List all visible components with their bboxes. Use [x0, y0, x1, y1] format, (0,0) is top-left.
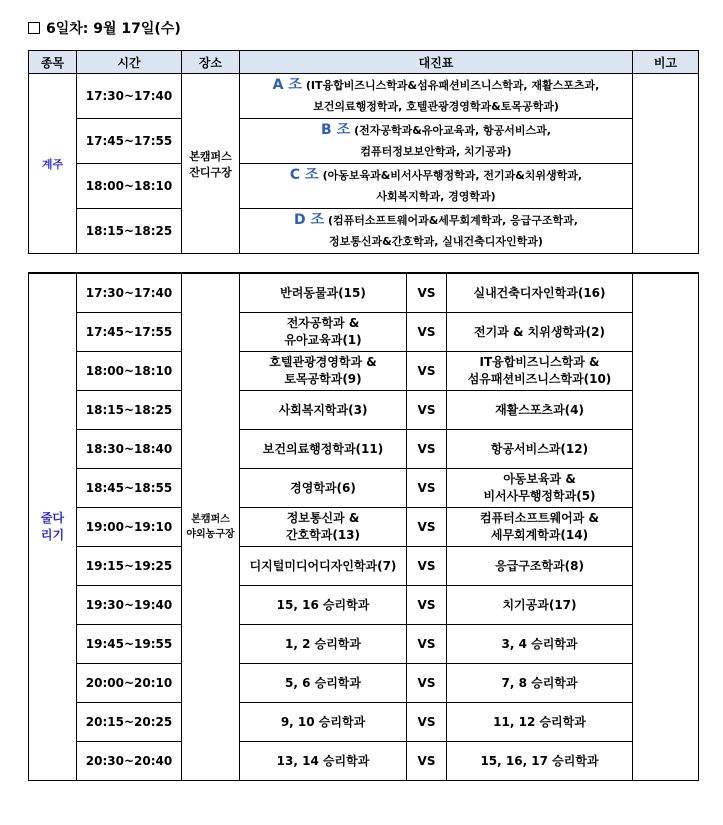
- team-name: 항공서비스과(12): [490, 441, 589, 456]
- team-name: 5, 6 승리학과: [285, 675, 361, 690]
- match-time: 20:15~20:25: [77, 703, 182, 742]
- vs-label: VS: [407, 391, 447, 430]
- team-name: 반려동물과(15): [280, 285, 366, 300]
- relay-group-c: [240, 164, 633, 209]
- team-name: 전자공학과 &: [286, 316, 360, 330]
- team-name: 13, 14 승리학과: [276, 753, 370, 768]
- relay-time: 17:45~17:55: [77, 119, 182, 164]
- event-tug: [29, 273, 77, 781]
- relay-schedule-table: [28, 50, 699, 254]
- team-name: 디지털미디어디자인학과(7): [249, 558, 397, 573]
- team-name: 1, 2 승리학과: [285, 636, 361, 651]
- header-row: [29, 51, 699, 74]
- match-time: 20:00~20:10: [77, 664, 182, 703]
- relay-place: [182, 74, 240, 254]
- tug-match-row: [29, 703, 699, 742]
- group-name: D 조: [294, 212, 325, 228]
- relay-group-b: [240, 119, 633, 164]
- header-matchup: 대진표: [240, 51, 633, 74]
- team-name: 15, 16 승리학과: [276, 597, 370, 612]
- event-line: 줄다: [40, 511, 65, 525]
- header-place: 장소: [182, 51, 240, 74]
- team-name: 호텔관광경영학과 &: [269, 355, 377, 369]
- vs-label: VS: [407, 508, 447, 547]
- team-name: 7, 8 승리학과: [501, 675, 578, 690]
- vs-label: VS: [407, 586, 447, 625]
- team-name: 간호학과(13): [285, 528, 361, 542]
- team-left: [240, 664, 407, 703]
- vs-label: VS: [407, 469, 447, 508]
- group-members: (전자공학과&유아교육과, 항공서비스과,: [354, 124, 551, 137]
- page-title: [28, 18, 181, 38]
- team-right: [447, 703, 633, 742]
- team-name: 보건의료행정학과(11): [262, 441, 384, 456]
- tug-match-row: [29, 391, 699, 430]
- relay-time: 18:15~18:25: [77, 209, 182, 254]
- tug-match-row: [29, 352, 699, 391]
- match-time: 19:15~19:25: [77, 547, 182, 586]
- vs-label: VS: [407, 430, 447, 469]
- team-name: 비서사무행정학과(5): [483, 489, 596, 503]
- team-left: [240, 469, 407, 508]
- tug-match-row: [29, 547, 699, 586]
- group-name: A 조: [272, 77, 302, 93]
- match-time: 18:15~18:25: [77, 391, 182, 430]
- group-name: B 조: [321, 122, 351, 138]
- header-time: 시간: [77, 51, 182, 74]
- relay-time: 17:30~17:40: [77, 74, 182, 119]
- team-right: [447, 430, 633, 469]
- relay-row: [29, 74, 699, 119]
- place-line: 본캠퍼스: [189, 149, 232, 163]
- relay-row: [29, 164, 699, 209]
- team-left: [240, 625, 407, 664]
- team-name: 전기과 & 치위생학과(2): [474, 324, 605, 339]
- team-name: 세무회계학과(14): [490, 528, 589, 542]
- team-left: [240, 703, 407, 742]
- team-name: 유아교육과(1): [284, 333, 362, 347]
- vs-label: VS: [407, 313, 447, 352]
- relay-group-a: [240, 74, 633, 119]
- vs-label: VS: [407, 664, 447, 703]
- tug-match-row: [29, 469, 699, 508]
- team-left: [240, 391, 407, 430]
- match-time: 19:45~19:55: [77, 625, 182, 664]
- team-right: [447, 313, 633, 352]
- team-name: 9, 10 승리학과: [280, 714, 366, 729]
- place-line: 야외농구장: [186, 529, 235, 540]
- day-heading: 6일차: 9월 17일(수): [46, 21, 181, 37]
- team-left: [240, 508, 407, 547]
- team-right: [447, 391, 633, 430]
- team-right: [447, 547, 633, 586]
- team-name: 정보통신과 &: [286, 511, 360, 525]
- team-right: [447, 742, 633, 781]
- team-right: [447, 625, 633, 664]
- tug-match-row: [29, 625, 699, 664]
- team-left: [240, 742, 407, 781]
- team-right: [447, 586, 633, 625]
- group-members: (컴퓨터소프트웨어과&세무회계학과, 응급구조학과,: [328, 214, 578, 227]
- relay-time: 18:00~18:10: [77, 164, 182, 209]
- group-members: 정보통신과&간호학과, 실내건축디자인학과): [329, 235, 543, 248]
- relay-row: [29, 209, 699, 254]
- team-name: 사회복지학과(3): [278, 402, 368, 417]
- group-members: 보건의료행정학과, 호텔관광경영학과&토목공학과): [313, 100, 559, 113]
- vs-label: VS: [407, 273, 447, 313]
- group-name: C 조: [289, 167, 319, 183]
- team-right: [447, 508, 633, 547]
- team-left: [240, 352, 407, 391]
- group-members: (IT융합비즈니스학과&섬유패션비즈니스학과, 재활스포츠과,: [305, 79, 600, 92]
- team-name: 11, 12 승리학과: [493, 714, 586, 729]
- team-name: 응급구조학과(8): [495, 558, 584, 573]
- vs-label: VS: [407, 703, 447, 742]
- match-time: 17:45~17:55: [77, 313, 182, 352]
- team-name: 15, 16, 17 승리학과: [480, 753, 599, 768]
- team-left: [240, 586, 407, 625]
- team-name: 경영학과(6): [290, 480, 356, 495]
- vs-label: VS: [407, 547, 447, 586]
- vs-label: VS: [407, 742, 447, 781]
- match-time: 18:45~18:55: [77, 469, 182, 508]
- checkbox-square-icon: [28, 22, 40, 34]
- place-line: 본캠퍼스: [191, 514, 230, 525]
- match-time: 18:30~18:40: [77, 430, 182, 469]
- tug-schedule-table: [28, 272, 699, 781]
- team-left: [240, 547, 407, 586]
- team-name: 실내건축디자인학과(16): [473, 285, 606, 300]
- team-name: 섬유패션비즈니스학과(10): [467, 372, 612, 386]
- match-time: 18:00~18:10: [77, 352, 182, 391]
- tug-match-row: [29, 273, 699, 313]
- tug-match-row: [29, 430, 699, 469]
- team-right: [447, 469, 633, 508]
- tug-match-row: [29, 742, 699, 781]
- team-left: [240, 313, 407, 352]
- vs-label: VS: [407, 625, 447, 664]
- team-name: 토목공학과(9): [284, 372, 362, 386]
- match-time: 20:30~20:40: [77, 742, 182, 781]
- tug-match-row: [29, 313, 699, 352]
- team-name: 아동보육과 &: [503, 472, 576, 486]
- relay-row: [29, 119, 699, 164]
- team-name: 재활스포츠과(4): [495, 402, 584, 417]
- tug-match-row: [29, 586, 699, 625]
- team-right: [447, 664, 633, 703]
- match-time: 17:30~17:40: [77, 273, 182, 313]
- team-name: IT융합비즈니스학과 &: [479, 355, 600, 369]
- note-cell: [633, 74, 699, 254]
- relay-group-d: [240, 209, 633, 254]
- event-line: 리기: [40, 528, 65, 542]
- team-name: 3, 4 승리학과: [501, 636, 578, 651]
- event-relay: 계주: [29, 74, 77, 254]
- team-name: 컴퓨터소프트웨어과 &: [480, 511, 599, 525]
- vs-label: VS: [407, 352, 447, 391]
- tug-match-row: [29, 664, 699, 703]
- group-members: 컴퓨터정보보안학과, 치기공과): [360, 145, 512, 158]
- group-members: 사회복지학과, 경영학과): [376, 190, 496, 203]
- team-right: [447, 273, 633, 313]
- team-name: 치기공과(17): [502, 597, 577, 612]
- note-cell: [633, 273, 699, 781]
- tug-place: [182, 273, 240, 781]
- tug-match-row: [29, 508, 699, 547]
- header-event: 종목: [29, 51, 77, 74]
- team-left: [240, 430, 407, 469]
- team-left: [240, 273, 407, 313]
- place-line: 잔디구장: [189, 165, 232, 179]
- header-note: 비고: [633, 51, 699, 74]
- team-right: [447, 352, 633, 391]
- group-members: (아동보육과&비서사무행정학과, 전기과&치위생학과,: [322, 169, 583, 182]
- match-time: 19:00~19:10: [77, 508, 182, 547]
- match-time: 19:30~19:40: [77, 586, 182, 625]
